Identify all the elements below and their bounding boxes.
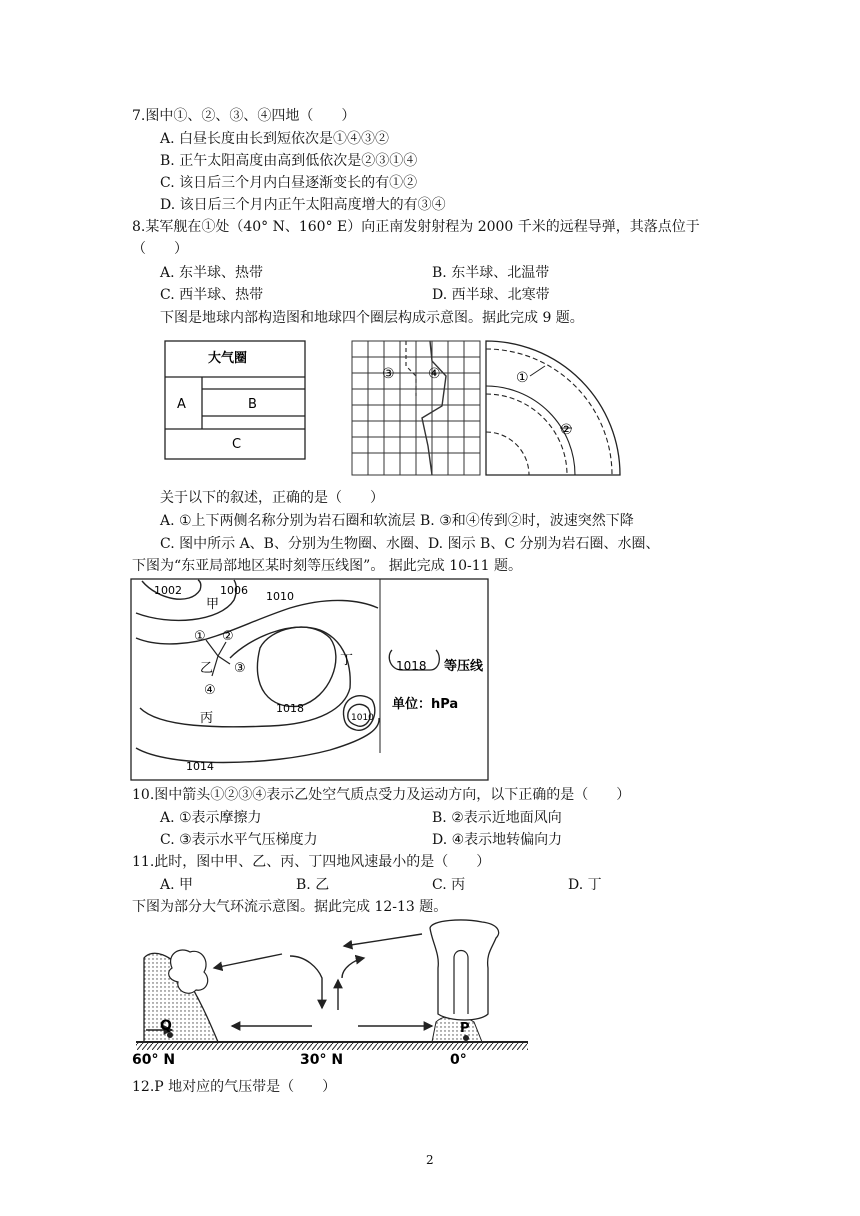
isobar-1010-right: 1010 bbox=[351, 713, 374, 723]
place-bing: 丙 bbox=[200, 711, 214, 726]
q9-options-ab: A. ①上下两侧名称分别为岩石圈和软流层 B. ③和④传到②时，波速突然下降 bbox=[160, 513, 634, 529]
isobar-1002: 1002 bbox=[154, 584, 182, 597]
q7-option-b: B. 正午太阳高度由高到低依次是②③①④ bbox=[160, 153, 418, 169]
q10-stem: 10.图中箭头①②③④表示乙处空气质点受力及运动方向，以下正确的是（ ） bbox=[132, 787, 631, 803]
isobar-1006: 1006 bbox=[220, 584, 248, 597]
q8-option-d: D. 西半球、北寒带 bbox=[432, 287, 550, 303]
q11-stem: 11.此时，图中甲、乙、丙、丁四地风速最小的是（ ） bbox=[132, 854, 491, 870]
label-atmosphere: 大气圈 bbox=[208, 351, 248, 366]
cumulonimbus-icon bbox=[430, 920, 499, 1020]
legend-value: 1018 bbox=[396, 659, 427, 673]
ground-hatch bbox=[136, 1042, 528, 1050]
isobar-1018: 1018 bbox=[276, 702, 304, 715]
wave-label-4: ④ bbox=[428, 366, 441, 382]
arrow-label-3: ③ bbox=[234, 661, 246, 676]
q10-option-d: D. ④表示地转偏向力 bbox=[432, 832, 563, 848]
intro-q12-13: 下图为部分大气环流示意图。据此完成 12-13 题。 bbox=[132, 899, 448, 915]
place-ding: 丁 bbox=[340, 653, 354, 668]
legend-label: 等压线 bbox=[444, 659, 484, 674]
q11-option-b: B. 乙 bbox=[296, 877, 330, 893]
lat-30n: 30° N bbox=[300, 1052, 344, 1066]
q8-option-b: B. 东半球、北温带 bbox=[432, 265, 550, 281]
lat-0: 0° bbox=[450, 1052, 467, 1066]
label-c: C bbox=[232, 437, 242, 452]
q10-option-c: C. ③表示水平气压梯度力 bbox=[160, 832, 318, 848]
page-number: 2 bbox=[426, 1153, 434, 1167]
place-yi: 乙 bbox=[200, 661, 214, 676]
wave-label-3: ③ bbox=[382, 366, 395, 382]
earth-spheres-figure bbox=[160, 336, 630, 478]
intro-q9: 下图是地球内部构造图和地球四个圈层构成示意图。据此完成 9 题。 bbox=[160, 310, 584, 326]
legend-unit: 单位：hPa bbox=[392, 697, 459, 712]
q7-stem: 7.图中①、②、③、④四地（ ） bbox=[132, 108, 356, 124]
earth-layers-quarter bbox=[486, 341, 620, 475]
q10-option-a: A. ①表示摩擦力 bbox=[160, 810, 262, 826]
layer-label-1: ① bbox=[516, 370, 529, 386]
q11-option-a: A. 甲 bbox=[160, 877, 194, 893]
q7-option-d: D. 该日后三个月内正午太阳高度增大的有③④ bbox=[160, 197, 446, 213]
q8-option-c: C. 西半球、热带 bbox=[160, 287, 264, 303]
q9-options-cd: C. 图中所示 A、B、分别为生物圈、水圈、D. 图示 B、C 分别为岩石圈、水圈、 bbox=[160, 536, 660, 552]
isobar-1014: 1014 bbox=[186, 760, 214, 773]
q7-option-c: C. 该日后三个月内白昼逐渐变长的有①② bbox=[160, 175, 418, 191]
isobar-1010: 1010 bbox=[266, 590, 294, 603]
lat-60n: 60° N bbox=[132, 1052, 176, 1066]
label-a: A bbox=[177, 397, 186, 412]
isobar-map-figure bbox=[130, 578, 490, 782]
isobar-lines bbox=[136, 580, 379, 763]
q8-stem: 8.某军舰在①处（40° N、160° E）向正南发射射程为 2000 千米的远程导弹，其落点位于 bbox=[132, 219, 700, 235]
q11-option-d: D. 丁 bbox=[568, 877, 602, 893]
q12-stem: 12.P 地对应的气压带是（ ） bbox=[132, 1079, 337, 1095]
q9-stem: 关于以下的叙述，正确的是（ ） bbox=[160, 490, 384, 506]
q7-option-a: A. 白昼长度由长到短依次是①④③② bbox=[160, 131, 390, 147]
q11-option-c: C. 丙 bbox=[432, 877, 466, 893]
place-jia: 甲 bbox=[206, 597, 220, 612]
arrow-label-4: ④ bbox=[204, 683, 216, 698]
point-q-label: Q bbox=[160, 1018, 172, 1034]
q8-stem-blank: （ ） bbox=[132, 241, 188, 257]
point-p-label: P bbox=[460, 1021, 470, 1036]
isobar-legend bbox=[389, 650, 484, 712]
arrow-label-1: ① bbox=[194, 629, 206, 644]
seismic-wave-grid bbox=[352, 341, 480, 475]
q8-option-a: A. 东半球、热带 bbox=[160, 265, 264, 281]
intro-q10-11: 下图为“东亚局部地区某时刻等压线图”。 据此完成 10-11 题。 bbox=[132, 558, 523, 574]
label-b: B bbox=[248, 397, 257, 412]
circulation-figure bbox=[132, 918, 532, 1066]
q10-option-b: B. ②表示近地面风向 bbox=[432, 810, 562, 826]
arrow-label-2: ② bbox=[222, 629, 234, 644]
layer-label-2: ② bbox=[560, 422, 573, 438]
